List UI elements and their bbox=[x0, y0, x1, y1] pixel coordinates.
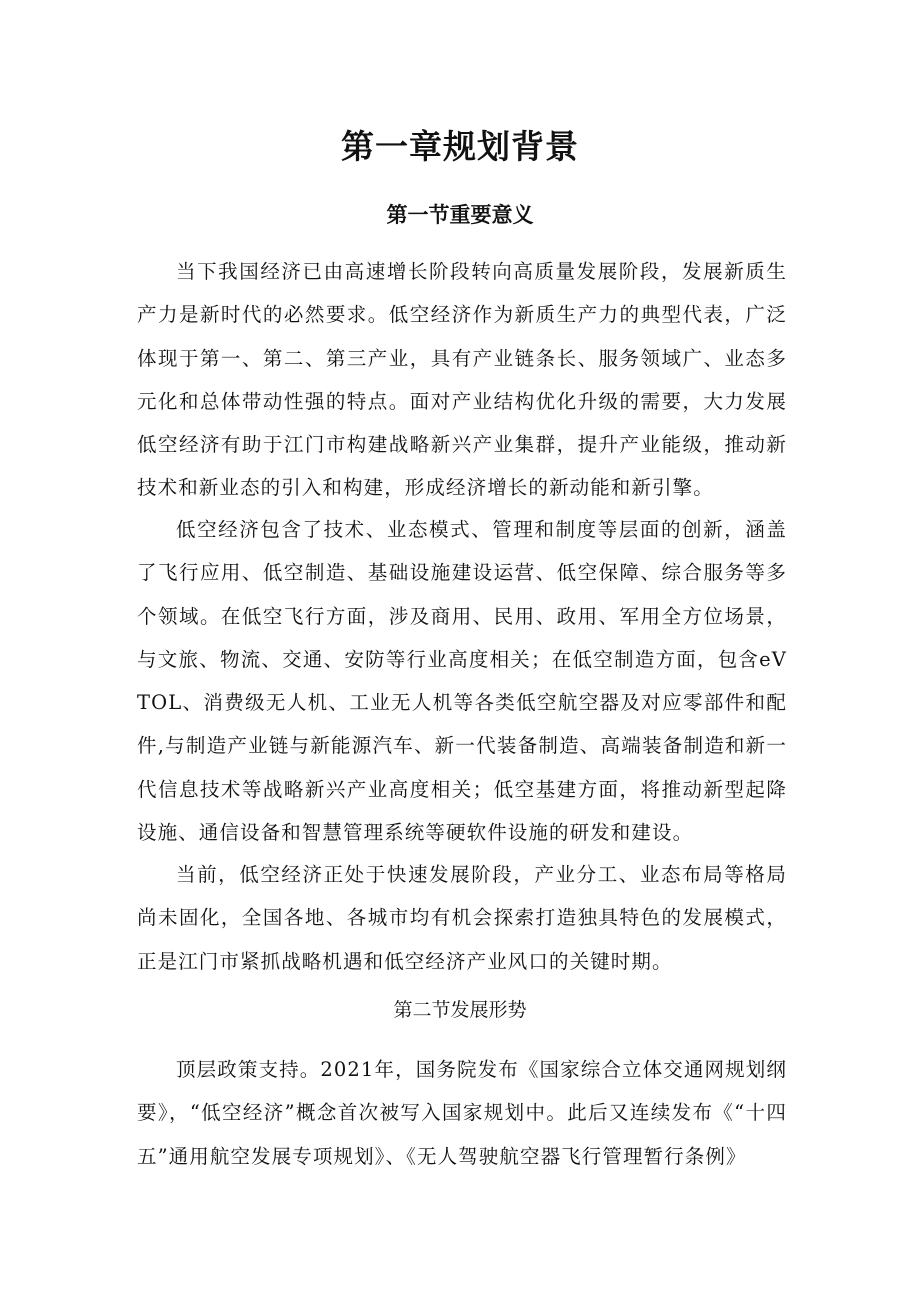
section-title-importance: 第一节重要意义 bbox=[386, 203, 534, 227]
paragraph-importance-3: 当前，低空经济正处于快速发展阶段，产业分工、业态布局等格局尚未固化，全国各地、各城市均有机会探索打造独具特色的发展模式，正是江门市紧抓战略机遇和低空经济产业风口的关键时期。 bbox=[137, 863, 787, 973]
section-title-situation: 第二节发展形势 bbox=[393, 999, 527, 1021]
paragraph-importance-1: 当下我国经济已由高速增长阶段转向高质量发展阶段，发展新质生产力是新时代的必然要求。低空经济作为新质生产力的典型代表，广泛体现于第一、第二、第三产业，具有产业链条长、服务领域广、业态多元化和总体带动性强的特点。面对产业结构优化升级的需要，大力发展低空经济有助于江门市构建战略新兴产业集群，提升产业能级，推动新技术和新业态的引入和构建，形成经济增长的新动能和新引擎。 bbox=[137, 260, 787, 500]
paragraph-importance-2: 低空经济包含了技术、业态模式、管理和制度等层面的创新，涵盖了飞行应用、低空制造、基础设施建设运营、低空保障、综合服务等多个领域。在低空飞行方面，涉及商用、民用、政用、军用全方位场景，与文旅、物流、交通、安防等行业高度相关；在低空制造方面，包含eVTOL、消费级无人机、工业无人机等各类低空航空器及对应零部件和配件,与制造产业链与新能源汽车、新一代装备制造、高端装备制造和新一代信息技术等战略新兴产业高度相关；低空基建方面，将推动新型起降设施、通信设备和智慧管理系统等硬软件设施的研发和建设。 bbox=[137, 518, 787, 845]
chapter-title: 第一章规划背景 bbox=[341, 127, 579, 166]
paragraph-situation-1: 顶层政策支持。2021年，国务院发布《国家综合立体交通网规划纲要》，“低空经济”概念首次被写入国家规划中。此后又连续发布《“十四五”通用航空发展专项规划》、《无人驾驶航空器飞行管理暂行条例》 bbox=[137, 1058, 787, 1168]
